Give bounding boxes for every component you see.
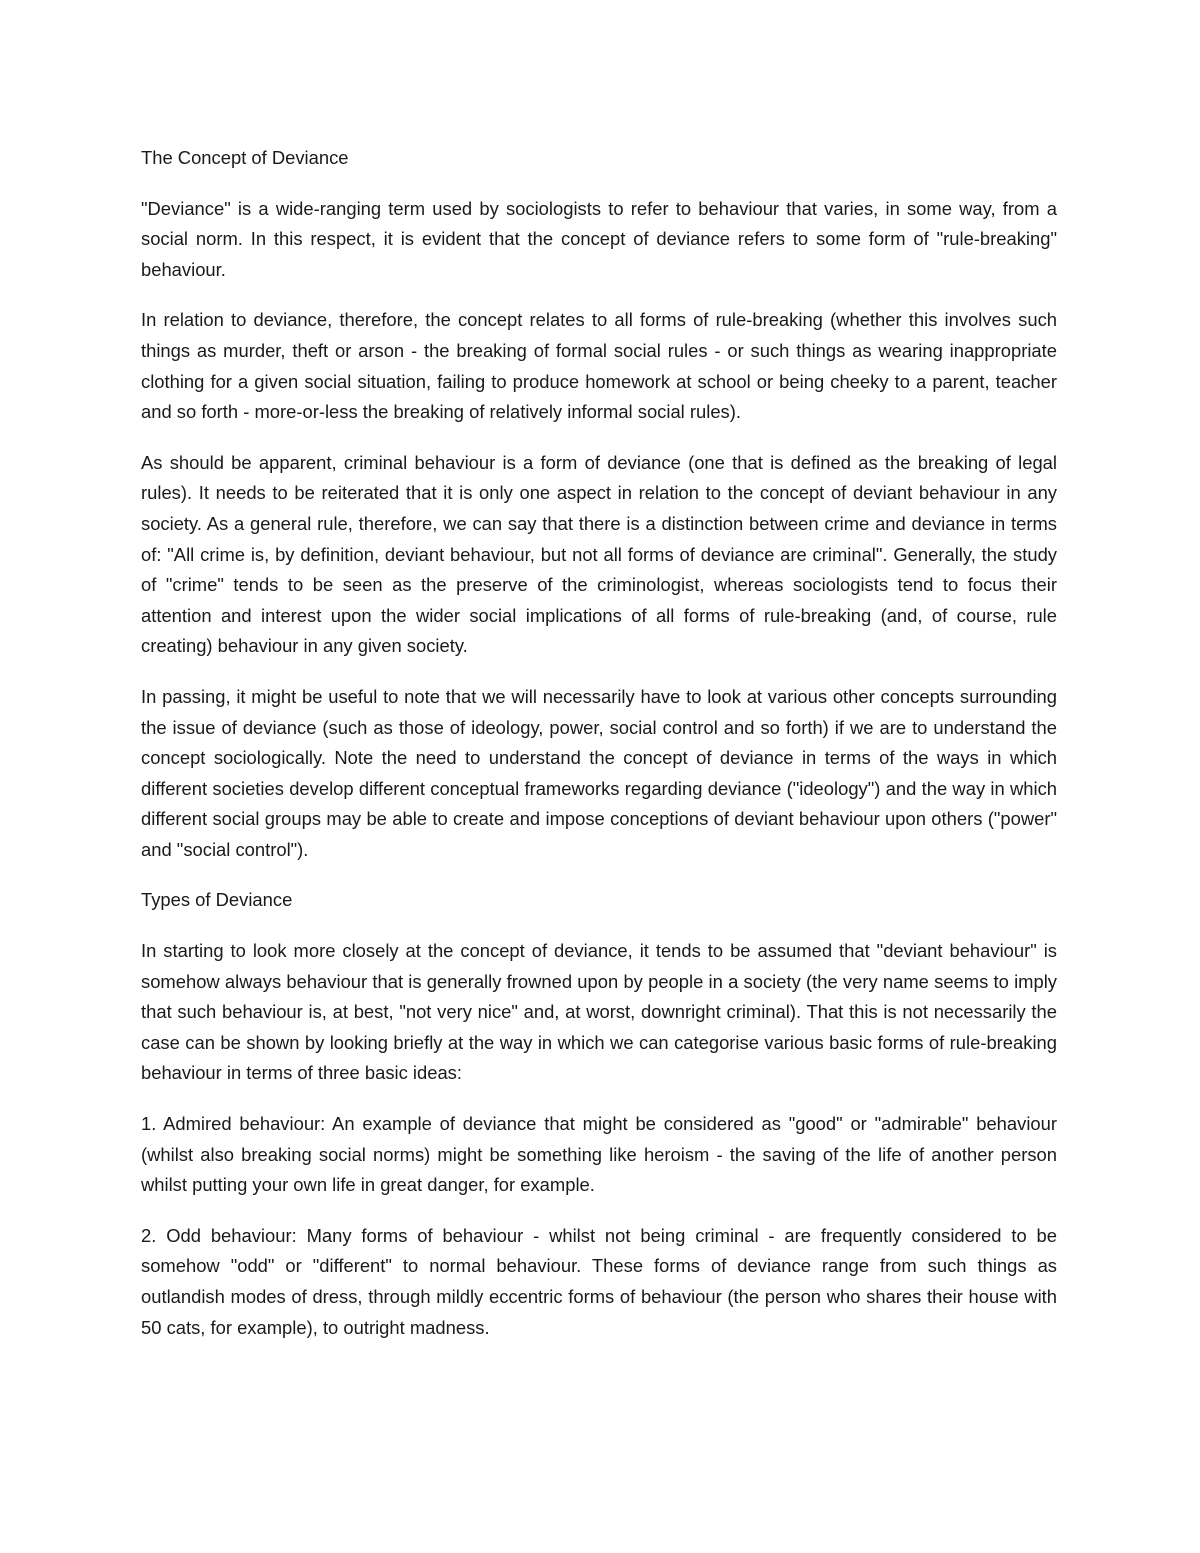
paragraph-related-concepts: In passing, it might be useful to note that we will necessarily have to look at various other concepts surrounding the issue of deviance (such as those of ideology, power, social control and so forth) if we are to understand the concept sociologically. Note the need to understand the concept of deviance in terms of the ways in which different societies develop different conceptual frameworks regarding deviance ("ideology") and the way in which different social groups may be able to create and impose conceptions of deviant behaviour upon others ("power" and "social control"). xyxy=(141,685,1057,860)
section-heading-types: Types of Deviance xyxy=(141,889,293,911)
paragraph-rule-breaking: In relation to deviance, therefore, the concept relates to all forms of rule-breaking (whether this involves such things as murder, theft or arson - the breaking of formal social rules - or such things as wearing inappropriate clothing for a given social situation, failing to produce homework at school or being cheeky to a parent, teacher and so forth - more-or-less the breaking of relatively informal social rules). xyxy=(141,309,1057,423)
paragraph-crime-vs-deviance: As should be apparent, criminal behaviour is a form of deviance (one that is defined as the breaking of legal rules). It needs to be reiterated that it is only one aspect in relation to the concept of deviant behaviour in any society. As a general rule, therefore, we can say that there is a distinction between crime and deviance in terms of: "All crime is, by definition, deviant behaviour, but not all forms of deviance are criminal". Generally, the study of "crime" tends to be seen as the preserve of the criminologist, whereas sociologists tend to focus their attention and interest upon the wider social implications of all forms of rule-breaking (and, of course, rule creating) behaviour in any given society. xyxy=(141,451,1057,657)
paragraph-admired-behaviour: 1. Admired behaviour: An example of deviance that might be considered as "good" or "admirable" behaviour (whilst also breaking social norms) might be something like heroism - the saving of the life of another person whilst putting your own life in great danger, for example. xyxy=(141,1113,1057,1196)
document-body xyxy=(141,143,1057,1363)
paragraph-definition: "Deviance" is a wide-ranging term used by sociologists to refer to behaviour that varies, in some way, from a social norm. In this respect, it is evident that the concept of deviance refers to some form of "rule-breaking" behaviour. xyxy=(141,197,1057,280)
paragraph-types-intro: In starting to look more closely at the concept of deviance, it tends to be assumed that "deviant behaviour" is somehow always behaviour that is generally frowned upon by people in a society (the very name seems to imply that such behaviour is, at best, "not very nice" and, at worst, downright criminal). That this is not necessarily the case can be shown by looking briefly at the way in which we can categorise various basic forms of rule-breaking behaviour in terms of three basic ideas: xyxy=(141,940,1057,1084)
document-title: The Concept of Deviance xyxy=(141,147,349,168)
paragraph-odd-behaviour: 2. Odd behaviour: Many forms of behaviour - whilst not being criminal - are frequently considered to be somehow "odd" or "different" to normal behaviour. These forms of deviance range from such things as outlandish modes of dress, through mildly eccentric forms of behaviour (the person who shares their house with 50 cats, for example), to outright madness. xyxy=(141,1224,1057,1338)
